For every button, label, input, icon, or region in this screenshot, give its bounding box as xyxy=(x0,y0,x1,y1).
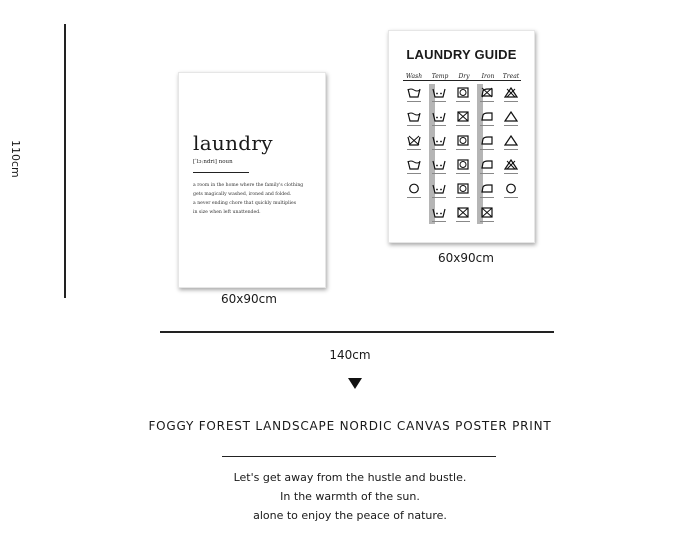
poster-word: laundry xyxy=(193,131,273,155)
column-header-dry: Dry xyxy=(458,73,470,80)
care-symbol-caption xyxy=(476,173,498,176)
header-rule xyxy=(403,80,521,81)
care-symbol-icon xyxy=(504,135,518,146)
care-symbol-caption xyxy=(428,221,450,224)
care-symbol-icon xyxy=(432,159,446,170)
care-symbol-caption xyxy=(476,197,498,200)
care-symbol-caption xyxy=(500,125,522,128)
definition-line: gets magically washed, ironed and folded. xyxy=(193,192,292,197)
care-symbol-caption xyxy=(403,125,425,128)
care-symbol-icon xyxy=(407,135,421,146)
heading-divider xyxy=(222,456,496,457)
definition-line: a never ending chore that quickly multiplies xyxy=(193,201,297,206)
guide-title: LAUNDRY GUIDE xyxy=(406,47,517,62)
column-header-wash: Wash xyxy=(405,73,423,80)
care-symbol-icon xyxy=(432,207,446,218)
care-symbol-caption xyxy=(428,101,450,104)
column-header-iron: Iron xyxy=(481,73,495,80)
care-symbol-icon xyxy=(407,111,421,122)
care-symbol-caption xyxy=(428,149,450,152)
care-symbol-icon xyxy=(504,111,518,122)
care-symbol-caption xyxy=(403,197,425,200)
laundry-guide-poster xyxy=(388,30,535,243)
care-symbol-caption xyxy=(452,173,474,176)
care-symbol-caption xyxy=(403,101,425,104)
care-symbol-caption xyxy=(500,149,522,152)
poster-phonetic: [ˈlɔːndri] noun xyxy=(193,159,233,165)
care-symbol-caption xyxy=(403,149,425,152)
width-label: 140cm xyxy=(329,348,371,362)
care-symbol-icon xyxy=(456,183,470,194)
care-symbol-icon xyxy=(407,159,421,170)
care-symbol-caption xyxy=(452,221,474,224)
care-symbol-caption xyxy=(428,197,450,200)
care-symbol-caption xyxy=(500,173,522,176)
care-symbol-caption xyxy=(428,125,450,128)
column-header-treat: Treat xyxy=(502,73,520,80)
care-symbol-icon xyxy=(456,87,470,98)
laundry-definition-poster xyxy=(178,72,326,288)
care-symbol-icon xyxy=(432,183,446,194)
care-symbol-caption xyxy=(476,125,498,128)
height-dimension-line xyxy=(64,24,66,298)
care-symbol-icon xyxy=(432,87,446,98)
tagline-line: alone to enjoy the peace of nature. xyxy=(253,509,447,522)
care-symbol-caption xyxy=(452,149,474,152)
care-symbol-caption xyxy=(476,221,498,224)
care-symbol-icon xyxy=(504,87,518,98)
column-header-temp: Temp xyxy=(431,73,449,80)
care-symbol-icon xyxy=(480,87,494,98)
care-symbol-caption xyxy=(452,101,474,104)
care-symbol-icon xyxy=(407,87,421,98)
care-symbol-caption xyxy=(476,149,498,152)
product-heading: FOGGY FOREST LANDSCAPE NORDIC CANVAS POSTER PRINT xyxy=(148,419,552,433)
care-symbol-icon xyxy=(407,183,421,194)
tagline-line: In the warmth of the sun. xyxy=(280,490,420,503)
care-symbol-caption xyxy=(428,173,450,176)
tagline-line: Let's get away from the hustle and bustle. xyxy=(233,471,467,484)
care-symbol-icon xyxy=(456,159,470,170)
width-dimension-line xyxy=(160,331,554,333)
word-divider xyxy=(193,172,249,173)
right-poster-size: 60x90cm xyxy=(438,251,494,265)
care-symbol-caption xyxy=(500,197,522,200)
definition-line: a room in the home where the family's clothing xyxy=(193,183,304,188)
care-symbol-icon xyxy=(456,111,470,122)
care-symbol-icon xyxy=(480,183,494,194)
care-symbol-icon xyxy=(480,135,494,146)
care-symbol-caption xyxy=(403,173,425,176)
temp-column-band xyxy=(429,84,435,224)
height-label: 110cm xyxy=(9,140,22,178)
care-symbol-icon xyxy=(480,159,494,170)
care-symbol-icon xyxy=(480,111,494,122)
care-symbol-icon xyxy=(480,207,494,218)
care-symbol-icon xyxy=(456,135,470,146)
care-symbol-caption xyxy=(452,125,474,128)
triangle-down-icon xyxy=(348,378,362,389)
care-symbol-icon xyxy=(432,135,446,146)
care-symbol-icon xyxy=(432,111,446,122)
care-symbol-caption xyxy=(476,101,498,104)
iron-column-band xyxy=(477,84,483,224)
care-symbol-icon xyxy=(456,207,470,218)
care-symbol-icon xyxy=(504,159,518,170)
care-symbol-icon xyxy=(504,183,518,194)
care-symbol-caption xyxy=(452,197,474,200)
definition-line: in size when left unattended. xyxy=(193,210,261,215)
left-poster-size: 60x90cm xyxy=(221,292,277,306)
care-symbol-caption xyxy=(500,101,522,104)
